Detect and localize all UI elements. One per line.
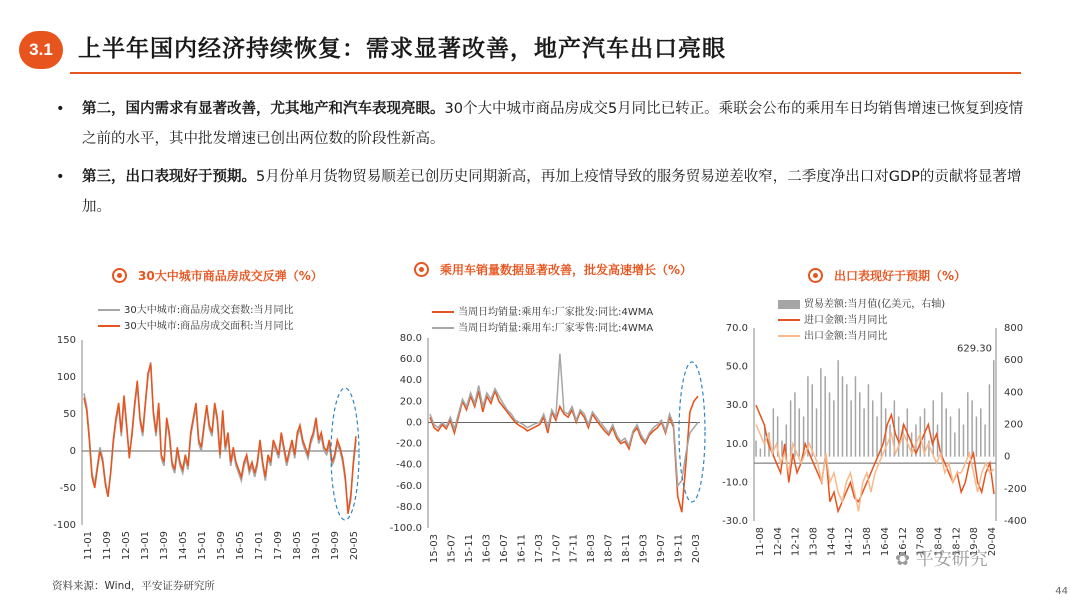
x-tick-label: 15-07: [446, 534, 458, 564]
x-tick-label: 12-04: [772, 527, 784, 557]
x-tick-label: 18-12: [951, 527, 963, 557]
x-tick-label: 16-05: [235, 531, 246, 561]
bullet-list: [52, 94, 1027, 230]
legend-label: 进口金额:当月同比: [804, 315, 888, 326]
x-tick-label: 18-04: [933, 527, 945, 557]
trade-balance-bar: [850, 400, 852, 456]
y2-tick-label: 400: [1004, 387, 1024, 399]
x-tick-label: 15-01: [197, 531, 208, 561]
chart2-title: [440, 262, 710, 279]
trade-balance-bar: [760, 449, 762, 457]
y2-tick-label: 0: [1004, 451, 1011, 463]
x-tick-label: 16-03: [481, 534, 493, 564]
trade-balance-bar: [989, 384, 991, 456]
y-tick-label: -10.0: [722, 477, 748, 489]
x-tick-label: 16-11: [516, 534, 528, 564]
x-tick-label: 15-09: [216, 531, 227, 561]
trade-balance-bar: [876, 416, 878, 456]
legend-label: 出口金额:当月同比: [804, 331, 888, 342]
bullet-bold-text: 第三，出口表现好于预期。: [82, 169, 256, 185]
x-tick-label: 19-09: [330, 531, 341, 561]
wechat-icon: ✿: [895, 549, 916, 570]
title-underline: [70, 72, 1021, 74]
legend-label: 当周日均销量:乘用车:厂家零售:同比:4WMA: [458, 323, 654, 334]
target-icon: [414, 262, 429, 277]
y-tick-label: 50: [63, 409, 76, 420]
trade-balance-bar: [963, 425, 965, 457]
legend-label: 贸易差额:当月值(亿美元，右轴): [804, 299, 946, 310]
x-tick-label: 12-12: [790, 527, 802, 557]
series-line: [84, 362, 356, 510]
trade-balance-bar: [829, 392, 831, 456]
x-tick-label: 12-05: [121, 531, 132, 561]
y2-tick-label: 800: [1004, 323, 1024, 334]
y-tick-label: -30.0: [722, 516, 748, 527]
x-tick-label: 17-08: [915, 527, 927, 557]
target-icon: [808, 268, 823, 283]
target-icon: [112, 268, 127, 283]
y-tick-label: -20.0: [396, 438, 422, 450]
trade-balance-bar: [799, 408, 801, 456]
x-tick-label: 17-11: [568, 534, 580, 564]
trade-balance-bar: [833, 400, 835, 456]
x-tick-label: 13-08: [808, 527, 820, 557]
y-tick-label: 70.0: [725, 323, 748, 334]
series-line: [756, 425, 994, 512]
x-tick-label: 18-11: [621, 534, 633, 564]
last-value-label: 629.30: [957, 343, 992, 355]
trade-balance-bar: [967, 392, 969, 456]
trade-balance-bar: [889, 425, 891, 457]
y2-tick-label: -400: [1004, 516, 1027, 527]
trade-balance-bar: [811, 384, 813, 456]
trade-balance-bar: [824, 376, 826, 456]
y-tick-label: -50: [59, 483, 76, 494]
watermark-text: 平安研究: [915, 549, 988, 570]
y-tick-label: -60.0: [396, 480, 422, 492]
x-tick-label: 13-09: [159, 531, 170, 561]
bullet-item: [52, 94, 1027, 154]
x-tick-label: 15-08: [862, 527, 874, 557]
x-tick-label: 11-09: [102, 531, 113, 561]
legend-label: 30大中城市:商品房成交套数:当月同比: [124, 305, 294, 316]
legend-swatch: [98, 309, 120, 311]
chart1-svg: [40, 330, 370, 570]
trade-balance-bar: [932, 400, 934, 456]
trade-balance-bar: [855, 376, 857, 456]
chart3-svg: [712, 318, 1062, 570]
trade-balance-bar: [993, 360, 995, 457]
trade-balance-bar: [898, 416, 900, 456]
legend-swatch: [98, 325, 120, 327]
y2-tick-label: -200: [1004, 483, 1027, 495]
y-tick-label: -40.0: [396, 459, 422, 471]
trade-balance-bar: [984, 425, 986, 457]
trade-balance-bar: [976, 416, 978, 456]
trade-balance-bar: [945, 408, 947, 456]
x-tick-label: 15-03: [429, 534, 440, 564]
chart3-title: [834, 268, 1004, 285]
x-tick-label: 16-07: [498, 534, 510, 564]
legend-label: 当周日均销量:乘用车:厂家批发:同比:4WMA: [458, 307, 654, 318]
y2-tick-label: 600: [1004, 355, 1024, 367]
trade-balance-bar: [950, 416, 952, 456]
y-tick-label: -80.0: [396, 501, 422, 513]
y-tick-label: 80.0: [399, 333, 422, 344]
y-tick-label: 10.0: [725, 438, 748, 450]
trade-balance-bar: [971, 400, 973, 456]
trade-balance-bar: [941, 392, 943, 456]
legend-swatch: [432, 327, 454, 329]
trade-balance-bar: [837, 360, 839, 457]
chart1-title: [138, 268, 348, 285]
x-tick-label: 15-11: [463, 534, 475, 564]
series-line: [430, 354, 698, 486]
x-tick-label: 14-04: [826, 527, 838, 557]
legend-swatch: [432, 311, 454, 313]
bullet-dot: •: [56, 169, 65, 185]
chart2-title-text: 乘用车销量数据显著改善，批发高速增长（%）: [440, 263, 693, 277]
trade-balance-bar: [842, 376, 844, 456]
legend-item: [778, 297, 945, 313]
y-tick-label: 100: [56, 372, 76, 383]
y-tick-label: 20.0: [399, 396, 422, 408]
x-tick-label: 17-07: [551, 534, 563, 564]
chart1-title-text: 30大中城市商品房成交反弹（%）: [138, 269, 323, 283]
trade-balance-bar: [872, 400, 874, 456]
y-tick-label: 30.0: [725, 400, 748, 412]
y-tick-label: 0.0: [406, 417, 422, 429]
x-tick-label: 19-08: [969, 527, 981, 557]
watermark: [895, 545, 988, 571]
bullet-text: 5月份单月货物贸易顺差已创历史同期新高，再加上疫情导致的服务贸易逆差收窄，二季度净出口对GDP的贡献将显著增加。: [82, 169, 1022, 215]
legend-item: [98, 303, 293, 319]
y-tick-label: 60.0: [399, 354, 422, 366]
x-tick-label: 11-01: [83, 531, 94, 561]
x-tick-label: 20-05: [349, 531, 360, 561]
bullet-item: [52, 162, 1027, 222]
trade-balance-bar: [859, 392, 861, 456]
trade-balance-bar: [954, 433, 956, 457]
trade-balance-bar: [980, 408, 982, 456]
legend-swatch: [778, 300, 800, 309]
x-tick-label: 18-05: [292, 531, 303, 561]
x-tick-label: 17-09: [273, 531, 284, 561]
page-number: 44: [1055, 586, 1068, 597]
chart2-svg: [378, 330, 718, 575]
legend-item: [432, 305, 653, 321]
highlight-ellipse: [679, 362, 705, 502]
page-title: 上半年国内经济持续恢复：需求显著改善，地产汽车出口亮眼: [78, 36, 726, 62]
trade-balance-bar: [816, 408, 818, 456]
series-line: [756, 405, 994, 511]
x-tick-label: 19-01: [311, 531, 322, 561]
trade-balance-bar: [790, 400, 792, 456]
x-tick-label: 19-11: [673, 534, 685, 564]
bullet-text: 30个大中城市商品房成交5月同比已转正。乘联会公布的乘用车日均销售增速已恢复到疫情之前的水平，其中批发增速已创出两位数的阶段性新高。: [82, 101, 1024, 147]
section-badge: 3.1: [19, 31, 63, 69]
trade-balance-bar: [868, 384, 870, 456]
x-tick-label: 18-07: [603, 534, 615, 564]
bullet-dot: •: [56, 101, 65, 117]
x-tick-label: 17-01: [254, 531, 265, 561]
source-note: 资料来源：Wind，平安证券研究所: [52, 580, 215, 592]
chart3-title-text: 出口表现好于预期（%）: [834, 269, 967, 283]
x-tick-label: 20-03: [691, 534, 702, 564]
x-tick-label: 20-04: [987, 527, 998, 557]
trade-balance-bar: [846, 384, 848, 456]
y-tick-label: 40.0: [399, 375, 422, 387]
series-line: [84, 364, 356, 514]
trade-balance-bar: [755, 441, 757, 457]
legend-label: 30大中城市:商品房成交面积:当月同比: [124, 321, 294, 332]
y2-tick-label: 200: [1004, 419, 1024, 431]
y-tick-label: 0: [69, 446, 76, 457]
x-tick-label: 19-03: [638, 534, 650, 564]
x-tick-label: 14-12: [844, 527, 856, 557]
x-tick-label: 19-07: [656, 534, 668, 564]
x-tick-label: 14-05: [178, 531, 189, 561]
x-tick-label: 13-01: [140, 531, 151, 561]
y-tick-label: -100.0: [389, 523, 422, 534]
x-tick-label: 16-12: [897, 527, 909, 557]
x-tick-label: 18-03: [586, 534, 598, 564]
trade-balance-bar: [820, 368, 822, 456]
x-tick-label: 11-08: [755, 527, 766, 557]
y-tick-label: 50.0: [725, 361, 748, 373]
bullet-bold-text: 第二，国内需求有显著改善，尤其地产和汽车表现亮眼。: [82, 101, 445, 117]
x-tick-label: 17-03: [533, 534, 545, 564]
x-tick-label: 16-04: [879, 527, 891, 557]
trade-balance-bar: [863, 408, 865, 456]
y-tick-label: 150: [56, 335, 76, 346]
y-tick-label: -100: [53, 520, 76, 531]
trade-balance-bar: [958, 408, 960, 456]
